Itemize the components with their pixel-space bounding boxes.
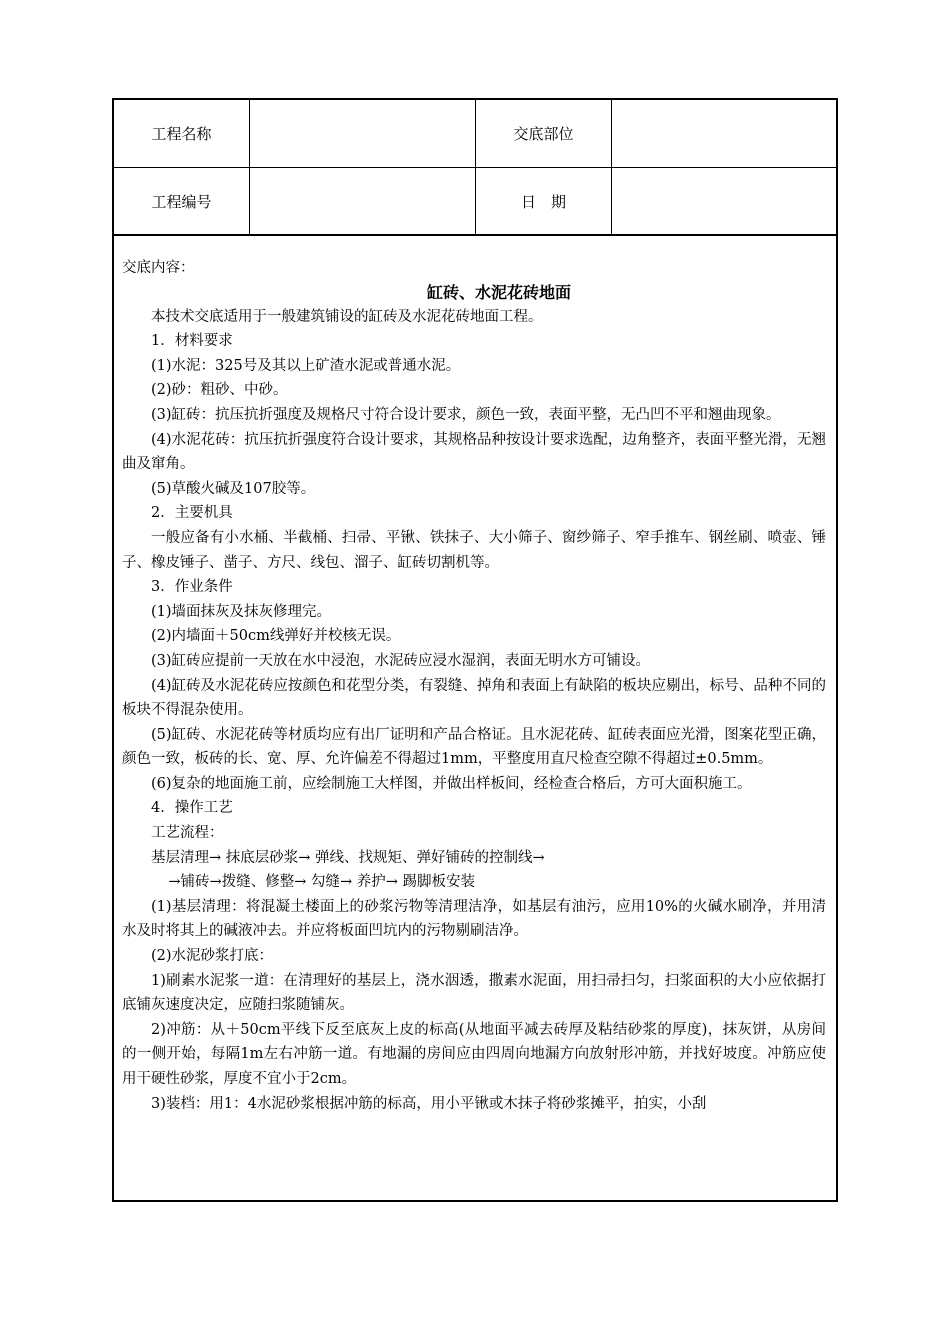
date-label: 日 期 [476,168,612,234]
section-heading: 3．作业条件 [151,579,233,596]
paragraph: (2)水泥砂浆打底： [151,948,274,965]
paragraph: (3)缸砖：抗压抗折强度及规格尺寸符合设计要求，颜色一致，表面平整，无凸凹不平和翘曲现象。 [151,406,781,423]
project-no-label: 工程编号 [114,168,250,234]
header-row-1 [114,100,836,168]
paragraph: 3)装档：用1：4水泥砂浆根据冲筋的标高，用小平锹或木抹子将砂浆摊平，拍实，小刮 [151,1095,707,1112]
paragraph: 工艺流程： [151,825,224,842]
paragraph: 本技术交底适用于一般建筑铺设的缸砖及水泥花砖地面工程。 [151,308,543,325]
handover-content [114,238,836,1116]
date-value [612,168,836,234]
paragraph: 2)冲筋：从＋50cm平线下反至底灰上皮的标高(从地面平减去砖厚及粘结砂浆的厚度)，抹灰饼，从房间的一侧开始，每隔1m左右冲筋一道。有地漏的房间应由四周向地漏方向放射形冲筋，并找好坡度。冲筋应使用干硬性砂浆，厚度不宜小于2cm。 [122,1021,826,1087]
handover-part-value [612,100,836,167]
content-label: 交底内容： [122,260,195,276]
process-flow-line: →铺砖→拨缝、修整→ 勾缝→ 养护→ 踢脚板安装 [168,874,475,891]
paragraph: 1)刷素水泥浆一道：在清理好的基层上，浇水洇透，撒素水泥面，用扫帚扫匀，扫浆面积的大小应依据打底铺灰速度决定，应随扫浆随铺灰。 [122,972,826,1014]
process-flow-line: 基层清理→ 抹底层砂浆→ 弹线、找规矩、弹好铺砖的控制线→ [151,849,545,866]
document-title: 缸砖、水泥花砖地面 [426,282,571,302]
paragraph: (2)内墙面＋50cm线弹好并校核无误。 [151,628,401,645]
handover-part-label: 交底部位 [476,100,612,167]
paragraph: (4)水泥花砖：抗压抗折强度符合设计要求，其规格品种按设计要求选配，边角整齐，表面平整光滑，无翘曲及窜角。 [122,431,826,473]
project-name-label: 工程名称 [114,100,250,167]
paragraph: (1)基层清理：将混凝土楼面上的砂浆污物等清理洁净，如基层有油污，应用10%的火碱水刷净，并用清水及时将其上的碱液冲去。并应将板面凹坑内的污物剔刷洁净。 [122,898,826,940]
handover-form [112,98,838,1202]
paragraph: (3)缸砖应提前一天放在水中浸泡，水泥砖应浸水湿润，表面无明水方可铺设。 [151,652,651,669]
paragraph: (1)水泥：325号及其以上矿渣水泥或普通水泥。 [151,357,461,374]
paragraph: (5)缸砖、水泥花砖等材质均应有出厂证明和产品合格证。且水泥花砖、缸砖表面应光滑，图案花型正确，颜色一致，板砖的长、宽、厚、允许偏差不得超过1mm，平整度用直尺检查空隙不得超过±0.5mm。 [122,726,826,768]
section-heading: 1．材料要求 [151,333,233,350]
section-heading: 2．主要机具 [151,505,233,522]
project-no-value [250,168,476,234]
project-name-value [250,100,476,167]
paragraph: (2)砂：粗砂、中砂。 [151,382,288,399]
section-heading: 4．操作工艺 [151,800,233,817]
paragraph: (6)复杂的地面施工前，应绘制施工大样图，并做出样板间，经检查合格后，方可大面积施工。 [151,775,752,792]
paragraph: (5)草酸火碱及107胶等。 [151,480,316,497]
paragraph: (4)缸砖及水泥花砖应按颜色和花型分类，有裂缝、掉角和表面上有缺陷的板块应剔出，标号、品种不同的板块不得混杂使用。 [122,677,826,719]
paragraph: 一般应备有小水桶、半截桶、扫帚、平锹、铁抹子、大小筛子、窗纱筛子、窄手推车、钢丝刷、喷壶、锤子、橡皮锤子、凿子、方尺、线包、溜子、缸砖切割机等。 [122,529,826,571]
header-row-2 [114,168,836,236]
paragraph: (1)墙面抹灰及抹灰修理完。 [151,603,332,620]
